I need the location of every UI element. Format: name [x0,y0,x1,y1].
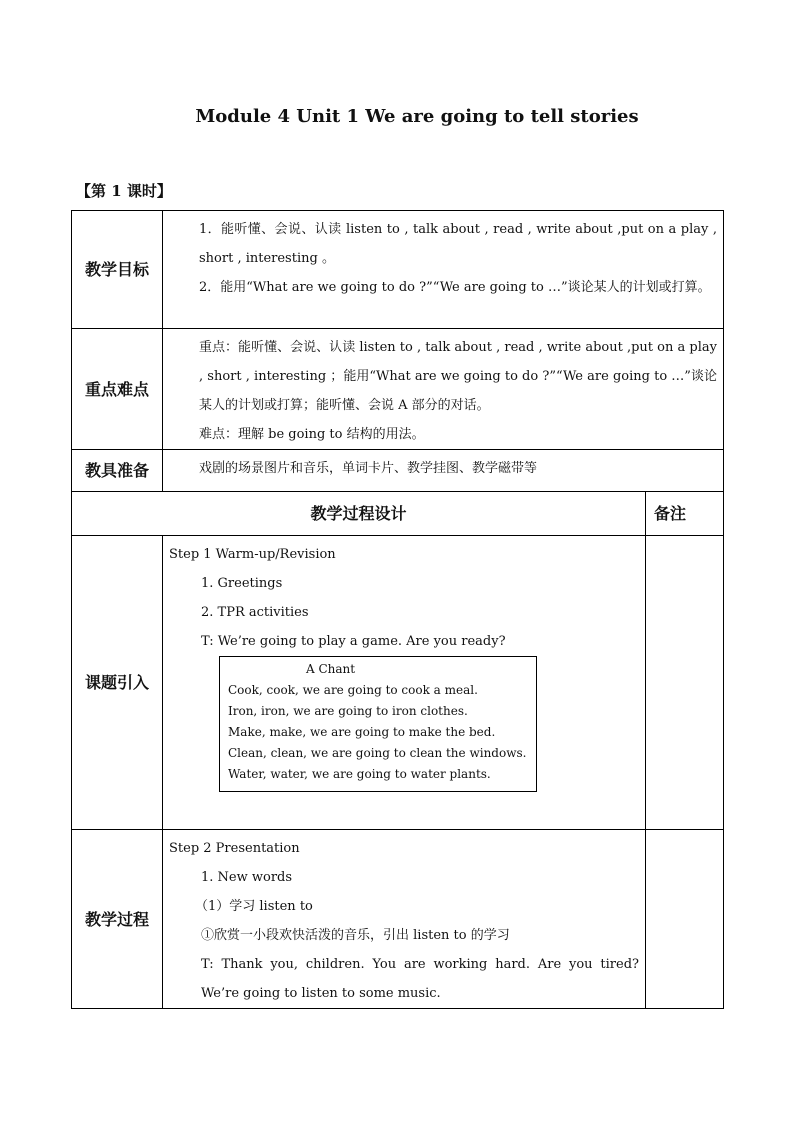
intro-content [163,536,646,830]
page-title: Module 4 Unit 1 We are going to tell stories [195,106,639,127]
intro-item-2: 2. TPR activities [201,605,309,620]
intro-row [72,536,724,830]
objectives-label: 教学目标 [72,211,163,329]
process-item-2: （1）学习 listen to [195,899,313,914]
chant-line: Cook, cook, we are going to cook a meal. [228,683,478,697]
objectives-row [72,211,724,329]
objectives-line-2: 2．能用“What are we going to do ?”“We are going to …”谈论某人的计划或打算。 [199,280,711,295]
objectives-line-1: 1．能听懂、会说、认读 listen to , talk about , read , write about ,put on a play , short , interesting 。 [199,222,718,266]
intro-teacher-line: T: We’re going to play a game. Are you ready? [201,634,506,649]
intro-step: Step 1 Warm-up/Revision [169,547,336,562]
materials-text: 戏剧的场景图片和音乐，单词卡片、教学挂图、教学磁带等 [199,461,538,476]
keypoints-row [72,329,724,450]
intro-notes [646,536,724,830]
materials-label: 教具准备 [72,450,163,492]
process-item-3: ①欣赏一小段欢快活泼的音乐，引出 listen to 的学习 [201,928,510,943]
lesson-plan-table [71,210,724,1009]
chant-line: Clean, clean, we are going to clean the windows. [228,746,527,760]
process-content [163,830,646,1009]
process-item-1: 1. New words [201,870,293,885]
lesson-heading: 【第 1 课时】 [76,182,172,200]
materials-row [72,450,724,492]
keypoints-line-1: 重点：能听懂、会说、认读 listen to , talk about , read , write about ,put on a play , short , interesting ；能用“What are we going to do ?”“We are going to …”谈论某人的计划或打算；能听懂、会说 A 部分的对话。 [199,340,718,413]
materials-content [163,450,724,492]
notes-header: 备注 [646,492,724,536]
keypoints-line-2: 难点：理解 be going to 结构的用法。 [199,427,425,442]
chant-line: Water, water, we are going to water plants. [228,767,491,781]
keypoints-label: 重点难点 [72,329,163,450]
process-notes [646,830,724,1009]
intro-item-1: 1. Greetings [201,576,283,591]
chant-title: A Chant [306,662,356,676]
process-row [72,830,724,1009]
keypoints-content [163,329,724,450]
chant-line: Make, make, we are going to make the bed. [228,725,496,739]
process-label: 教学过程 [72,830,163,1009]
process-step: Step 2 Presentation [169,841,300,856]
objectives-content [163,211,724,329]
process-header-row [72,492,724,536]
chant-box [219,656,537,792]
chant-line: Iron, iron, we are going to iron clothes. [228,704,468,718]
process-design-header: 教学过程设计 [72,492,646,536]
intro-label: 课题引入 [72,536,163,830]
process-teacher-line: T: Thank you, children. You are working hard. Are you tired? We’re going to listen to some music. [201,957,639,1001]
